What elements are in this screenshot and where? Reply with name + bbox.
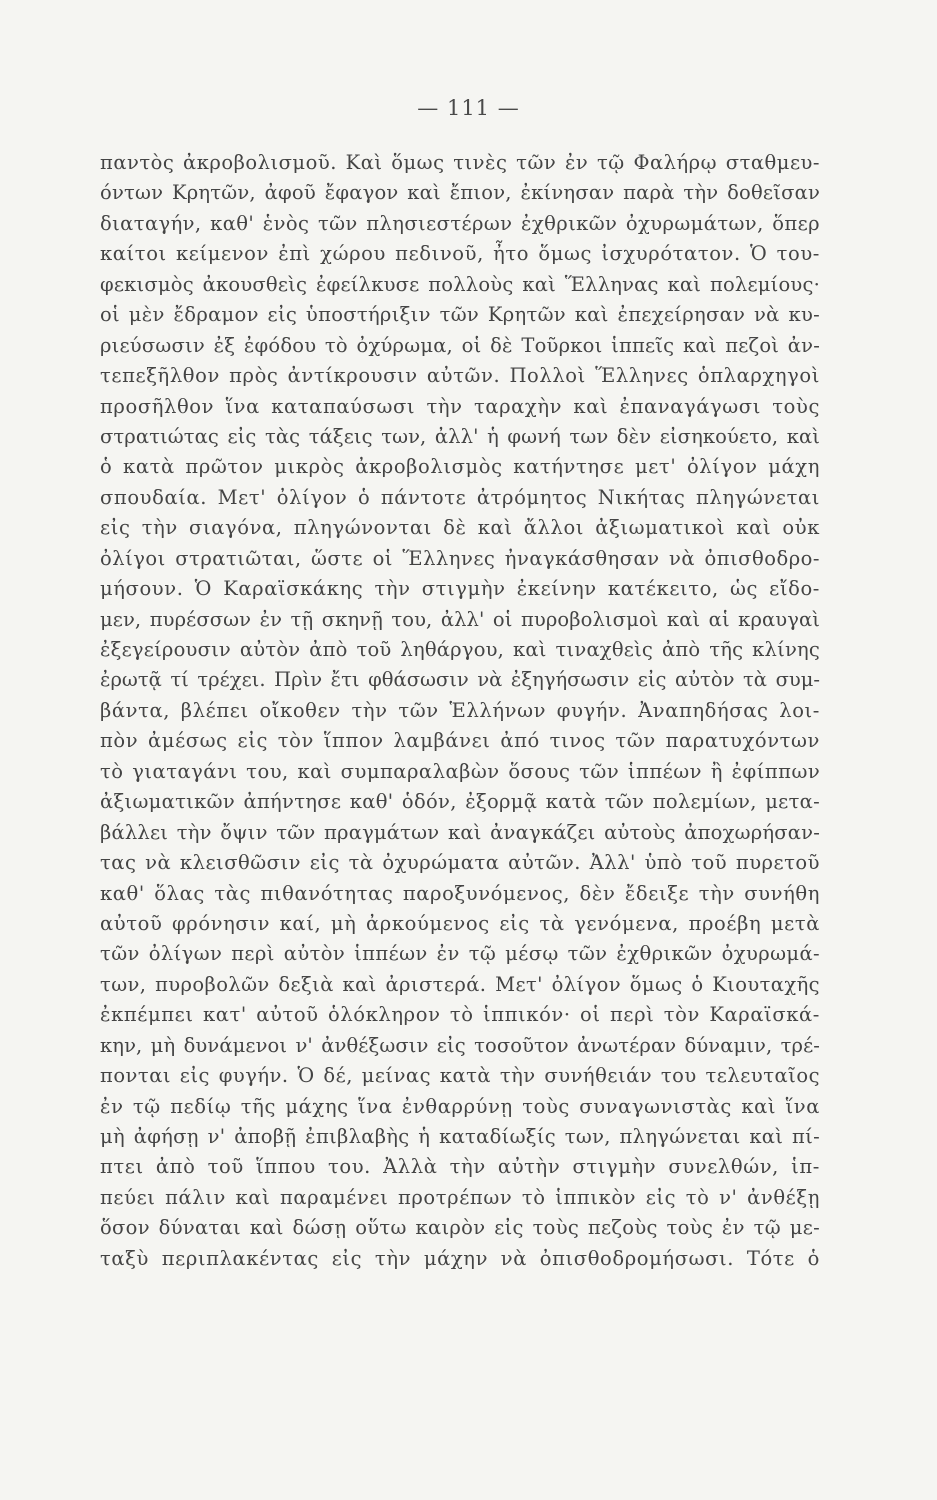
- text-line: ἐκπέμπει κατ' αὐτοῦ ὁλόκληρον τὸ ἱππικόν· οἱ περὶ τὸν Καραϊσκά-: [100, 1003, 820, 1027]
- text-line: τῶν ὀλίγων περὶ αὐτὸν ἱππέων ἐν τῷ μέσῳ τῶν ἐχθρικῶν ὀχυρωμά-: [100, 942, 820, 966]
- text-line: καθ' ὅλας τὰς πιθανότητας παροξυνόμενος, δὲν ἔδειξε τὴν συνήθη: [100, 881, 820, 905]
- page-number: — 111 —: [417, 96, 520, 120]
- text-line: ὅσον δύναται καὶ δώσῃ οὕτω καιρὸν εἰς τοὺς πεζοὺς τοὺς ἐν τῷ με-: [100, 1216, 820, 1240]
- text-line: μεν, πυρέσσων ἐν τῇ σκηνῇ του, ἀλλ' οἱ πυροβολισμοὶ καὶ αἱ κραυγαὶ: [100, 607, 820, 631]
- text-line: μήσουν. Ὁ Καραϊσκάκης τὴν στιγμὴν ἐκείνην κατέκειτο, ὡς εἴδο-: [100, 577, 820, 601]
- text-line: ἐρωτᾷ τί τρέχει. Πρὶν ἔτι φθάσωσιν νὰ ἐξηγήσωσιν εἰς αὐτὸν τὰ συμ-: [100, 668, 820, 692]
- text-line: οἱ μὲν ἔδραμον εἰς ὑποστήριξιν τῶν Κρητῶν καὶ ἐπεχείρησαν νὰ κυ-: [100, 303, 820, 327]
- text-line: τεπεξῆλθον πρὸς ἀντίκρουσιν αὐτῶν. Πολλοὶ Ἕλληνες ὁπλαρχηγοὶ: [100, 364, 820, 388]
- text-line: εἰς τὴν σιαγόνα, πληγώνονται δὲ καὶ ἄλλοι ἀξιωματικοὶ καὶ οὐκ: [100, 516, 820, 540]
- text-line: ὁ κατὰ πρῶτον μικρὸς ἀκροβολισμὸς κατήντησε μετ' ὀλίγον μάχη: [100, 455, 820, 479]
- text-line: ὀλίγοι στρατιῶται, ὥστε οἱ Ἕλληνες ἠναγκάσθησαν νὰ ὀπισθοδρο-: [100, 546, 820, 570]
- text-line: καίτοι κείμενον ἐπὶ χώρου πεδινοῦ, ἦτο ὅμως ἰσχυρότατον. Ὁ του-: [100, 242, 820, 266]
- text-line: πονται εἰς φυγήν. Ὁ δέ, μείνας κατὰ τὴν συνήθειάν του τελευταῖος: [100, 1064, 820, 1088]
- text-line: αὐτοῦ φρόνησιν καί, μὴ ἀρκούμενος εἰς τὰ γενόμενα, προέβη μετὰ: [100, 911, 820, 935]
- text-line: τὸ γιαταγάνι του, καὶ συμπαραλαβὼν ὅσους τῶν ἱππέων ἢ ἐφίππων: [100, 759, 820, 783]
- text-line: πὸν ἀμέσως εἰς τὸν ἵππον λαμβάνει ἀπό τινος τῶν παρατυχόντων: [100, 729, 820, 753]
- text-line: σπουδαία. Μετ' ὀλίγον ὁ πάντοτε ἀτρόμητος Νικήτας πληγώνεται: [100, 485, 820, 509]
- text-line: παντὸς ἀκροβολισμοῦ. Καὶ ὅμως τινὲς τῶν ἐν τῷ Φαλήρῳ σταθμευ-: [100, 151, 820, 174]
- text-line: όντων Κρητῶν, ἀφοῦ ἔφαγον καὶ ἔπιον, ἐκίνησαν παρὰ τὴν δοθεῖσαν: [100, 181, 820, 205]
- text-line: τας νὰ κλεισθῶσιν εἰς τὰ ὀχυρώματα αὐτῶν. Ἀλλ' ὑπὸ τοῦ πυρετοῦ: [100, 851, 820, 875]
- text-line: ἐν τῷ πεδίῳ τῆς μάχης ἵνα ἐνθαρρύνῃ τοὺς συναγωνιστὰς καὶ ἵνα: [100, 1094, 820, 1118]
- text-line: διαταγήν, καθ' ἑνὸς τῶν πλησιεστέρων ἐχθρικῶν ὀχυρωμάτων, ὅπερ: [100, 211, 820, 235]
- text-line: βάλλει τὴν ὄψιν τῶν πραγμάτων καὶ ἀναγκάζει αὐτοὺς ἀποχωρήσαν-: [100, 820, 820, 844]
- body-text: [100, 148, 820, 1274]
- text-line: των, πυροβολῶν δεξιὰ καὶ ἀριστερά. Μετ' ὀλίγον ὅμως ὁ Κιουταχῆς: [100, 972, 820, 996]
- text-line: ἀξιωματικῶν ἀπήντησε καθ' ὁδόν, ἐξορμᾷ κατὰ τῶν πολεμίων, μετα-: [100, 790, 820, 814]
- text-line: κην, μὴ δυνάμενοι ν' ἀνθέξωσιν εἰς τοσοῦτον ἀνωτέραν δύναμιν, τρέ-: [100, 1033, 820, 1057]
- text-line: μὴ ἀφήσῃ ν' ἀποβῇ ἐπιβλαβὴς ἡ καταδίωξίς των, πληγώνεται καὶ πί-: [100, 1125, 820, 1148]
- text-line: ριεύσωσιν ἐξ ἐφόδου τὸ ὀχύρωμα, οἱ δὲ Τοῦρκοι ἱππεῖς καὶ πεζοὶ ἀν-: [100, 333, 820, 357]
- text-line: ἐξεγείρουσιν αὐτὸν ἀπὸ τοῦ ληθάργου, καὶ τιναχθεὶς ἀπὸ τῆς κλίνης: [100, 638, 820, 661]
- text-line: πεύει πάλιν καὶ παραμένει προτρέπων τὸ ἱππικὸν εἰς τὸ ν' ἀνθέξῃ: [100, 1185, 820, 1209]
- text-line: φεκισμὸς ἀκουσθεὶς ἐφείλκυσε πολλοὺς καὶ Ἕλληνας καὶ πολεμίους·: [100, 272, 820, 296]
- text-line: πτει ἀπὸ τοῦ ἵππου του. Ἀλλὰ τὴν αὐτὴν στιγμὴν συνελθών, ἱπ-: [100, 1155, 820, 1179]
- text-line: προσῆλθον ἵνα καταπαύσωσι τὴν ταραχὴν καὶ ἐπαναγάγωσι τοὺς: [100, 394, 820, 418]
- text-line: βάντα, βλέπει οἴκοθεν τὴν τῶν Ἑλλήνων φυγήν. Ἀναπηδήσας λοι-: [100, 698, 820, 722]
- text-line: στρατιώτας εἰς τὰς τάξεις των, ἀλλ' ἡ φωνή των δὲν εἰσηκούετο, καὶ: [100, 424, 820, 448]
- text-line: ταξὺ περιπλακέντας εἰς τὴν μάχην νὰ ὀπισθοδρομήσωσι. Τότε ὁ: [100, 1246, 820, 1270]
